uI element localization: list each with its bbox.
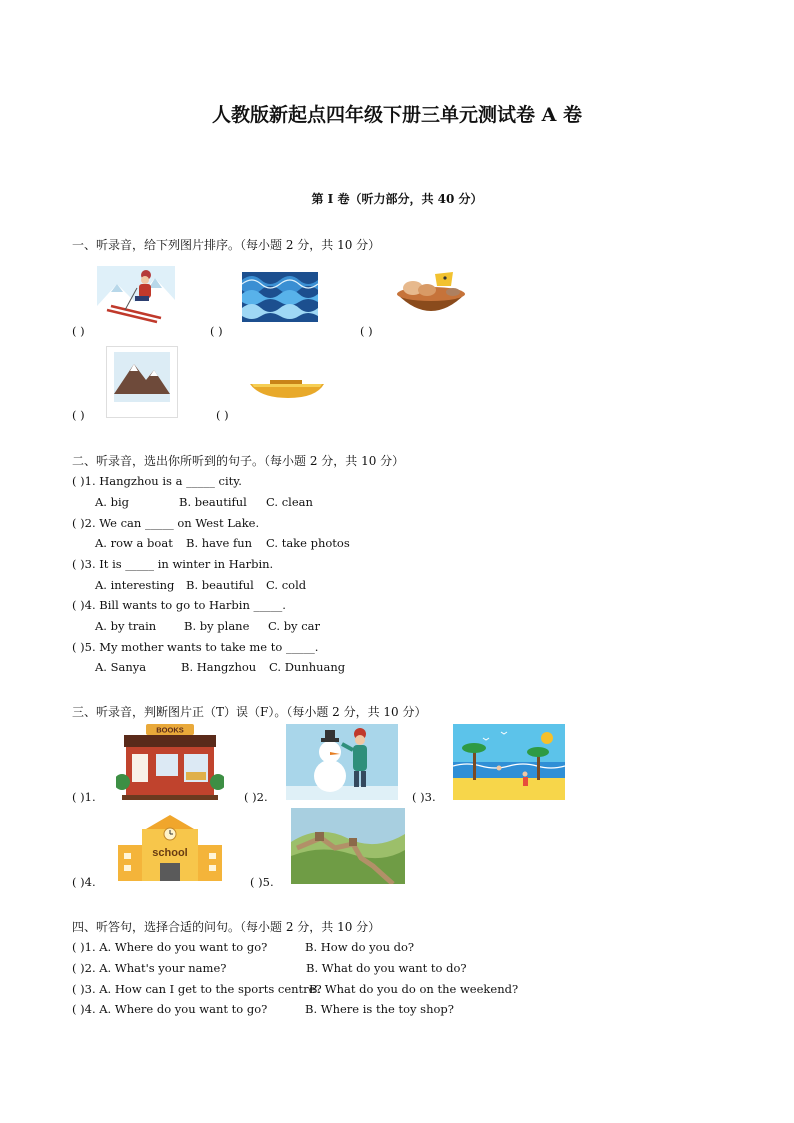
option-b[interactable]: B. have fun: [186, 536, 253, 550]
answer-blank-2[interactable]: ( ): [210, 324, 223, 338]
school-sign-text: school: [152, 847, 188, 859]
answer-blank-5[interactable]: ( ): [216, 408, 229, 422]
option-b[interactable]: B. What do you want to do?: [306, 961, 467, 975]
section3-heading: 三、听录音，判断图片正（T）误（F）。（每小题 2 分，共 10 分）: [72, 705, 427, 719]
boat-image: [248, 378, 326, 400]
seafood-bowl-image: [395, 270, 467, 322]
option-b[interactable]: B. How do you do?: [305, 940, 415, 954]
question-stem[interactable]: ( )3. A. How can I get to the sports centre?: [72, 982, 322, 996]
question-stem[interactable]: ( )1. A. Where do you want to go?: [72, 940, 268, 954]
option-b[interactable]: B. Hangzhou: [181, 660, 257, 674]
bookstore-image: [116, 724, 224, 800]
question-stem[interactable]: ( )2. A. What's your name?: [72, 961, 227, 975]
option-b[interactable]: B. Where is the toy shop?: [305, 1002, 454, 1016]
mountain-picture-image: [106, 346, 178, 418]
judge-blank-1[interactable]: ( )1.: [72, 790, 96, 804]
beach-image: [453, 724, 565, 800]
bookstore-sign-text: BOOKS: [156, 725, 184, 735]
question-stem[interactable]: ( )4. A. Where do you want to go?: [72, 1002, 268, 1016]
question-stem: ( )1. Hangzhou is a _____ city.: [72, 474, 242, 488]
school-image: [116, 815, 224, 881]
sea-waves-image: [242, 272, 318, 322]
option-b[interactable]: B. What do you do on the weekend?: [309, 982, 519, 996]
question-stem: ( )4. Bill wants to go to Harbin _____.: [72, 598, 286, 612]
option-a[interactable]: A. by train: [95, 619, 157, 633]
section4-heading: 四、听答句，选择合适的问句。（每小题 2 分，共 10 分）: [72, 920, 381, 934]
option-a[interactable]: A. interesting: [95, 578, 175, 592]
option-a[interactable]: A. row a boat: [95, 536, 173, 550]
section1-heading: 一、听录音，给下列图片排序。（每小题 2 分，共 10 分）: [72, 238, 381, 252]
option-c[interactable]: C. take photos: [266, 536, 350, 550]
judge-blank-3[interactable]: ( )3.: [412, 790, 436, 804]
option-a[interactable]: A. big: [95, 495, 130, 509]
option-b[interactable]: B. beautiful: [179, 495, 247, 509]
question-stem: ( )2. We can _____ on West Lake.: [72, 516, 260, 530]
skiing-image: [97, 266, 175, 326]
judge-blank-5[interactable]: ( )5.: [250, 875, 274, 889]
judge-blank-4[interactable]: ( )4.: [72, 875, 96, 889]
question-stem: ( )3. It is _____ in winter in Harbin.: [72, 557, 274, 571]
question-stem: ( )5. My mother wants to take me to _____.: [72, 640, 319, 654]
option-c[interactable]: C. clean: [266, 495, 313, 509]
option-b[interactable]: B. beautiful: [186, 578, 254, 592]
great-wall-image: [291, 808, 405, 884]
option-c[interactable]: C. by car: [268, 619, 321, 633]
option-b[interactable]: B. by plane: [184, 619, 250, 633]
answer-blank-4[interactable]: ( ): [72, 408, 85, 422]
option-c[interactable]: C. cold: [266, 578, 307, 592]
option-a[interactable]: A. Sanya: [95, 660, 147, 674]
answer-blank-3[interactable]: ( ): [360, 324, 373, 338]
option-c[interactable]: C. Dunhuang: [269, 660, 346, 674]
snowman-image: [286, 724, 398, 800]
section-subtitle: 第 I 卷（听力部分，共 40 分）: [311, 192, 483, 206]
answer-blank-1[interactable]: ( ): [72, 324, 85, 338]
page-title: 人教版新起点四年级下册三单元测试卷 A 卷: [212, 104, 582, 126]
judge-blank-2[interactable]: ( )2.: [244, 790, 268, 804]
section2-heading: 二、听录音，选出你所听到的句子。（每小题 2 分，共 10 分）: [72, 454, 405, 468]
